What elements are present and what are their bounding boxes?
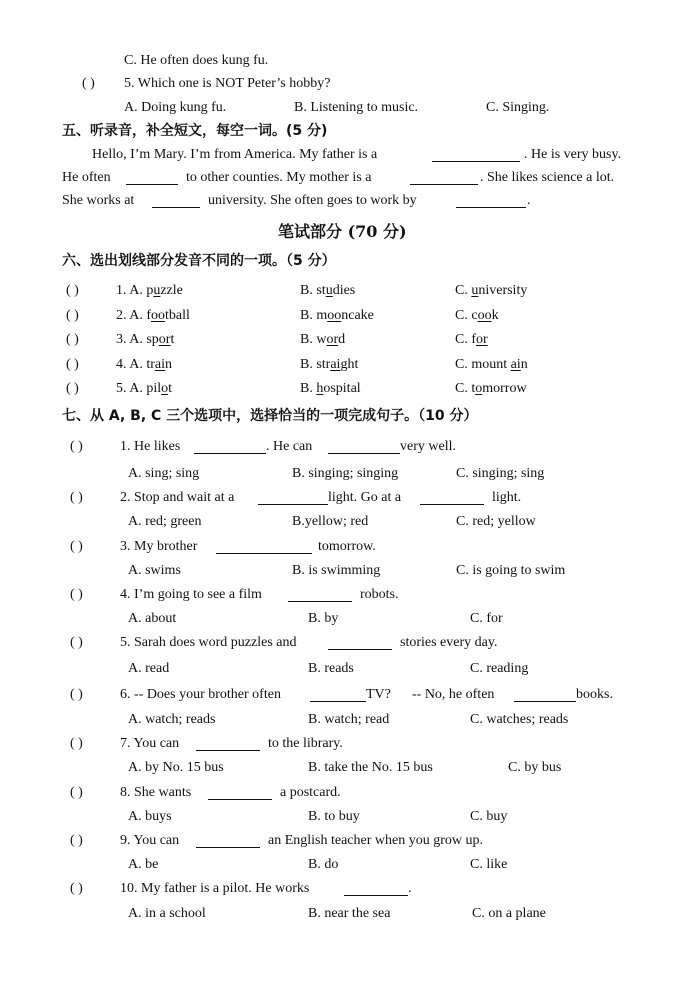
- word-part: C. f: [455, 332, 476, 347]
- option-c: [455, 329, 488, 351]
- prev-question-option-c: C. He often does kung fu.: [124, 53, 269, 68]
- word-part: niversity: [478, 283, 528, 298]
- answer-paren[interactable]: ( ): [66, 308, 79, 323]
- word-part: tr: [146, 357, 155, 372]
- fill-blank[interactable]: [420, 490, 484, 505]
- choice-question-10-options: A. in a school B. near the sea C. on a plane: [128, 906, 546, 921]
- word-part: C.: [455, 283, 472, 298]
- choice-question-9: ( ) 9. You can an English teacher when you grow up.: [0, 830, 695, 852]
- underlined-letters: oo: [327, 308, 342, 323]
- passage-line-2: He often to other counties. My mother is a . She likes science a lot.: [62, 170, 615, 185]
- answer-paren[interactable]: ( ): [70, 635, 83, 650]
- word-part: B. m: [300, 308, 328, 323]
- section-6-heading: 六、选出划线部分发音不同的一项。（5 分）: [62, 253, 336, 269]
- answer-paren[interactable]: ( ): [70, 587, 83, 602]
- option-a: [116, 378, 172, 400]
- choice-question-2-options: A. red; green B.yellow; red C. red; yellow: [128, 514, 536, 529]
- word-part: t: [170, 332, 175, 347]
- word-part: C. t: [455, 381, 476, 396]
- choice-question-4-options: A. about B. by C. for: [128, 611, 503, 626]
- answer-paren[interactable]: ( ): [66, 332, 79, 347]
- word-part: pil: [146, 381, 162, 396]
- listening-question-5: ( ) 5. Which one is NOT Peter’s hobby?: [0, 73, 695, 95]
- fill-blank[interactable]: [328, 439, 400, 454]
- answer-paren[interactable]: ( ): [66, 283, 79, 298]
- word-part: n: [520, 357, 528, 372]
- word-part: f: [146, 308, 152, 323]
- fill-blank[interactable]: [310, 687, 366, 702]
- choice-question-5: ( ) 5. Sarah does word puzzles and stories every day.: [0, 632, 695, 654]
- answer-paren[interactable]: ( ): [70, 736, 83, 751]
- option-a: [116, 354, 172, 376]
- word-part: morrow: [482, 381, 527, 396]
- question-number: 5. A.: [116, 381, 143, 396]
- choice-question-2: ( ) 2. Stop and wait at a light. Go at a light.: [0, 487, 695, 509]
- underlined-letters: u: [471, 283, 479, 298]
- option-a: [116, 305, 190, 327]
- underlined-letters: or: [158, 332, 171, 347]
- choice-question-1: ( ) 1. He likes . He can very well.: [0, 436, 695, 458]
- choice-question-3-options: A. swims B. is swimming C. is going to swim: [128, 563, 566, 578]
- choice-question-10: ( ) 10. My father is a pilot. He works .: [0, 878, 695, 900]
- pronunciation-question-3: [0, 329, 695, 351]
- question-number: 2. A.: [116, 308, 143, 323]
- word-part: zzle: [160, 283, 183, 298]
- word-part: ncake: [341, 308, 374, 323]
- fill-blank-4[interactable]: [152, 193, 200, 208]
- fill-blank-2[interactable]: [126, 170, 178, 185]
- fill-blank-1[interactable]: [432, 147, 520, 162]
- answer-paren[interactable]: ( ): [66, 357, 79, 372]
- pronunciation-question-1: [0, 280, 695, 302]
- option-b: [300, 280, 355, 302]
- section-7-heading: 七、从 A, B, C 三个选项中，选择恰当的一项完成句子。（10 分）: [62, 408, 478, 424]
- answer-paren[interactable]: ( ): [66, 381, 79, 396]
- word-part: ospital: [323, 381, 361, 396]
- word-part: k: [491, 308, 499, 323]
- choice-question-6-options: A. watch; reads B. watch; read C. watches; reads: [128, 712, 569, 727]
- word-part: n: [165, 357, 173, 372]
- choice-question-4: ( ) 4. I’m going to see a film robots.: [0, 584, 695, 606]
- choice-question-8-options: A. buys B. to buy C. buy: [128, 809, 508, 824]
- underlined-letters: or: [476, 332, 488, 347]
- pronunciation-question-4: [0, 354, 695, 376]
- underlined-letters: o: [161, 381, 169, 396]
- pronunciation-question-2: [0, 305, 695, 327]
- word-part: C. c: [455, 308, 478, 323]
- section-5-heading: 五、听录音，补全短文，每空一词。(5 分): [62, 123, 328, 139]
- option-a: [116, 280, 183, 302]
- underlined-letters: ai: [330, 357, 341, 372]
- choice-question-3: ( ) 3. My brother tomorrow.: [0, 536, 695, 558]
- answer-paren[interactable]: ( ): [70, 687, 83, 702]
- fill-blank-5[interactable]: [456, 193, 526, 208]
- underlined-letters: oo: [477, 308, 492, 323]
- fill-blank[interactable]: [208, 785, 272, 800]
- underlined-letters: u: [153, 283, 161, 298]
- answer-paren[interactable]: ( ): [70, 539, 83, 554]
- word-part: B.: [300, 381, 317, 396]
- choice-question-9-options: A. be B. do C. like: [128, 857, 508, 872]
- underlined-letters: u: [325, 283, 333, 298]
- answer-paren[interactable]: ( ): [70, 490, 83, 505]
- fill-blank[interactable]: [328, 635, 392, 650]
- choice-question-8: ( ) 8. She wants a postcard.: [0, 782, 695, 804]
- word-part: dies: [332, 283, 356, 298]
- choice-question-6: ( ) 6. -- Does your brother often TV? -- No, he often books.: [0, 684, 695, 706]
- question-number: 3. A.: [116, 332, 143, 347]
- fill-blank[interactable]: [288, 587, 352, 602]
- choice-question-1-options: A. sing; sing B. singing; singing C. singing; sing: [128, 466, 545, 481]
- fill-blank[interactable]: [196, 833, 260, 848]
- underlined-letters: ai: [154, 357, 166, 372]
- question-number: 1. A.: [116, 283, 143, 298]
- underlined-letters: o: [475, 381, 483, 396]
- option-a: [116, 329, 174, 351]
- word-part: p: [146, 283, 154, 298]
- answer-paren[interactable]: ( ): [82, 76, 95, 91]
- underlined-letters: h: [316, 381, 324, 396]
- passage-line-3: She works at university. She often goes to work by .: [62, 193, 531, 208]
- fill-blank-3[interactable]: [410, 170, 478, 185]
- choice-question-7-options: A. by No. 15 bus B. take the No. 15 bus C. by bus: [128, 760, 562, 775]
- answer-paren[interactable]: ( ): [70, 785, 83, 800]
- fill-blank[interactable]: [194, 439, 266, 454]
- word-part: t: [168, 381, 173, 396]
- word-part: tball: [165, 308, 190, 323]
- fill-blank[interactable]: [216, 539, 312, 554]
- option-b: [300, 378, 361, 400]
- answer-paren[interactable]: ( ): [70, 881, 83, 896]
- passage-line-1: Hello, I’m Mary. I’m from America. My father is a . He is very busy.: [92, 147, 622, 162]
- answer-paren[interactable]: ( ): [70, 833, 83, 848]
- choice-question-7: ( ) 7. You can to the library.: [0, 733, 695, 755]
- word-part: d: [338, 332, 346, 347]
- word-part: B. str: [300, 357, 331, 372]
- word-part: ght: [340, 357, 359, 372]
- option-b: [300, 329, 345, 351]
- option-c: [455, 354, 528, 376]
- pronunciation-question-5: [0, 378, 695, 400]
- question-number: 4. A.: [116, 357, 143, 372]
- option-b: [300, 354, 358, 376]
- listening-question-5-options: A. Doing kung fu. B. Listening to music. C. Singing.: [124, 100, 550, 115]
- underlined-letters: oo: [151, 308, 166, 323]
- option-b: [300, 305, 374, 327]
- fill-blank[interactable]: [258, 490, 328, 505]
- underlined-letters: ai: [510, 357, 521, 372]
- option-c: [455, 305, 499, 327]
- choice-question-5-options: A. read B. reads C. reading: [128, 661, 529, 676]
- word-part: B. w: [300, 332, 327, 347]
- fill-blank[interactable]: [196, 736, 260, 751]
- word-part: C. mount: [455, 357, 511, 372]
- word-part: B. st: [300, 283, 326, 298]
- underlined-letters: or: [326, 332, 339, 347]
- option-c: [455, 378, 527, 400]
- written-part-title: 笔试部分 (70 分): [278, 222, 407, 241]
- word-part: sp: [146, 332, 159, 347]
- option-c: [455, 280, 527, 302]
- answer-paren[interactable]: ( ): [70, 439, 83, 454]
- fill-blank[interactable]: [344, 881, 408, 896]
- fill-blank[interactable]: [514, 687, 576, 702]
